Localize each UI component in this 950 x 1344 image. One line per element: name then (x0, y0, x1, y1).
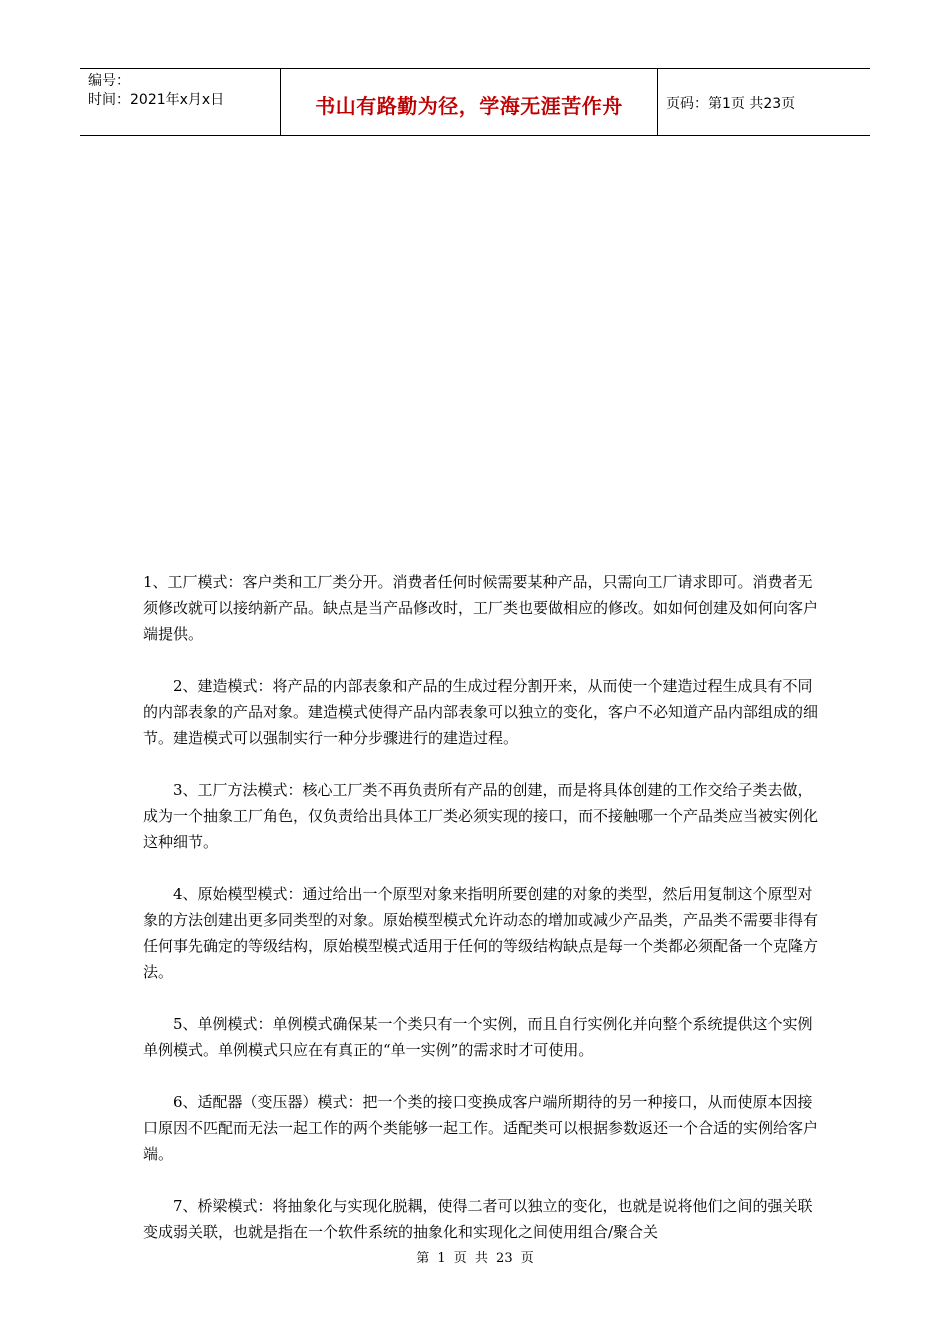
page-footer (0, 1247, 950, 1266)
paragraph-bridge-pattern: 7、桥梁模式：将抽象化与实现化脱耦，使得二者可以独立的变化，也就是说将他们之间的强关联变成弱关联，也就是指在一个软件系统的抽象化和实现化之间使用组合/聚合关 (143, 1197, 813, 1241)
document-header (80, 68, 870, 136)
number-label: 编号： (88, 73, 130, 89)
paragraph-prototype-pattern: 4、原始模型模式：通过给出一个原型对象来指明所要创建的对象的类型，然后用复制这个原型对象的方法创建出更多同类型的对象。原始模型模式允许动态的增加或减少产品类，产品类不需要非得有任何事先确定的等级结构，原始模型模式适用于任何的等级结构缺点是每一个类都必须配备一个克隆方法。 (143, 885, 819, 981)
header-page-info (658, 69, 870, 135)
paragraph-singleton-pattern: 5、单例模式：单例模式确保某一个类只有一个实例，而且自行实例化并向整个系统提供这个实例单例模式。单例模式只应在有真正的“单一实例”的需求时才可使用。 (143, 1015, 813, 1059)
header-motto-cell (281, 69, 658, 135)
document-body (143, 569, 823, 1245)
paragraph-adapter-pattern: 6、适配器（变压器）模式：把一个类的接口变换成客户端所期待的另一种接口，从而使原本因接口原因不匹配而无法一起工作的两个类能够一起工作。适配类可以根据参数返还一个合适的实例给客户端。 (143, 1093, 819, 1163)
footer-page-number: 第 1 页 共 23 页 (416, 1251, 534, 1266)
header-meta (80, 69, 281, 135)
paragraph-factory-pattern: 1、工厂模式：客户类和工厂类分开。消费者任何时候需要某种产品，只需向工厂请求即可。消费者无须修改就可以接纳新产品。缺点是当产品修改时，工厂类也要做相应的修改。如如何创建及如何向客户端提供。 (143, 573, 819, 643)
paragraph-factory-method-pattern: 3、工厂方法模式：核心工厂类不再负责所有产品的创建，而是将具体创建的工作交给子类去做，成为一个抽象工厂角色，仅负责给出具体工厂类必须实现的接口，而不接触哪一个产品类应当被实例化这种细节。 (143, 781, 819, 851)
motto-text: 书山有路勤为径，学海无涯苦作舟 (315, 93, 623, 118)
page-info-text: 页码：第1页 共23页 (666, 96, 796, 112)
paragraph-builder-pattern: 2、建造模式：将产品的内部表象和产品的生成过程分割开来，从而使一个建造过程生成具有不同的内部表象的产品对象。建造模式使得产品内部表象可以独立的变化，客户不必知道产品内部组成的细节。建造模式可以强制实行一种分步骤进行的建造过程。 (143, 677, 819, 747)
time-label: 时间：2021年x月x日 (88, 92, 225, 108)
